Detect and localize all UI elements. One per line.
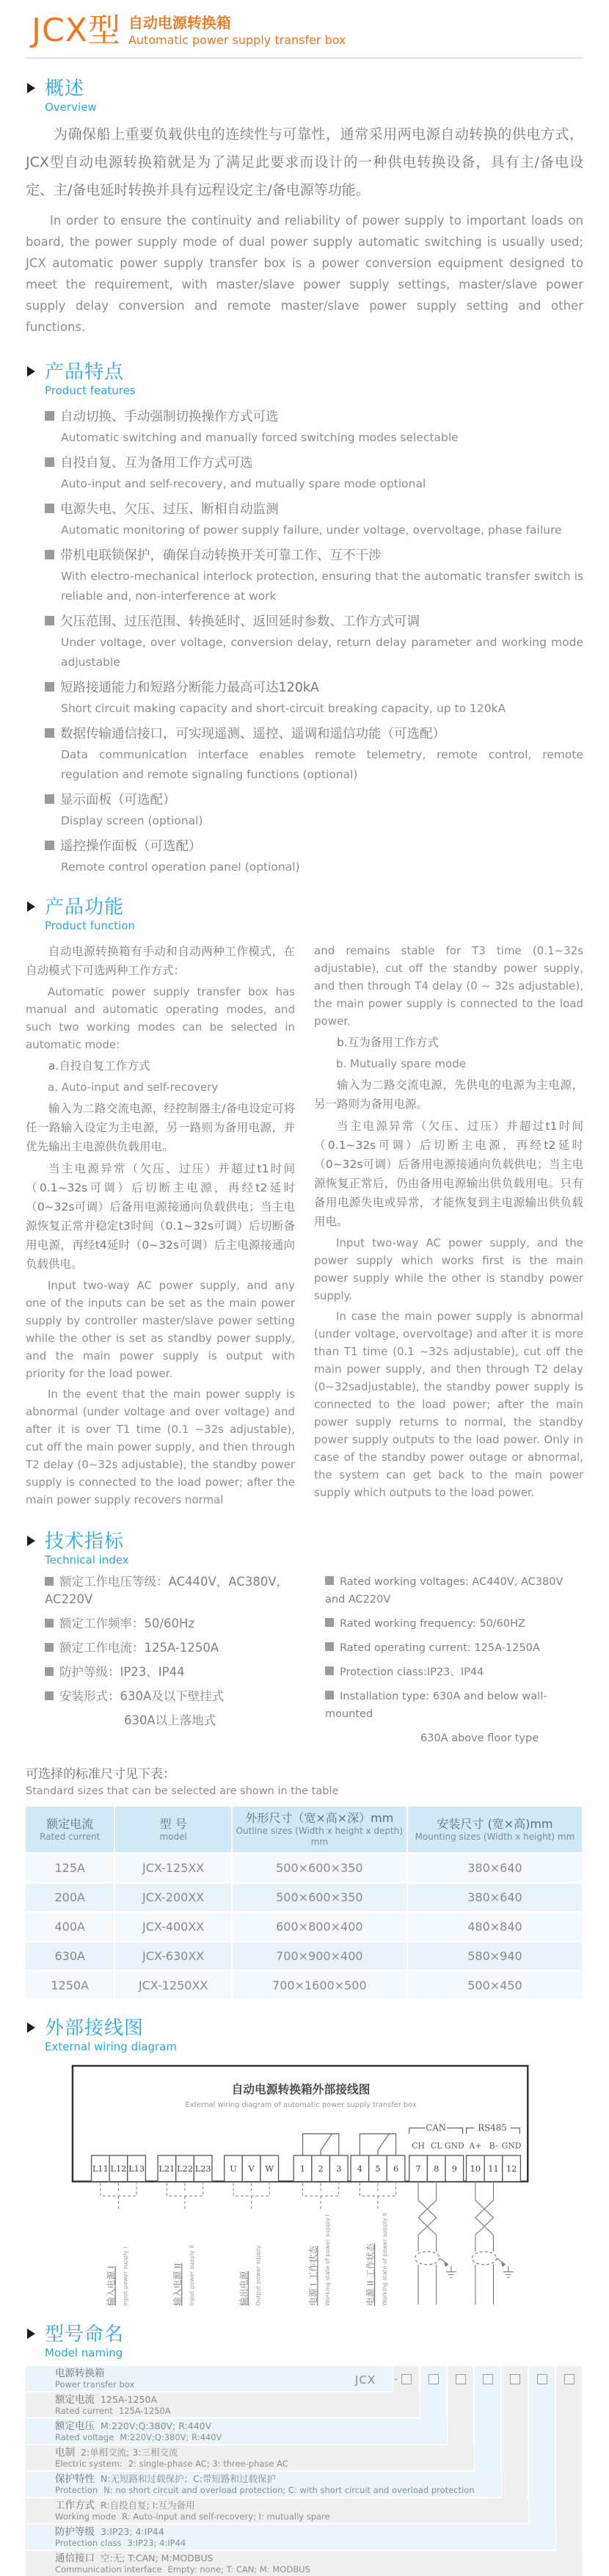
features-heading-zh: 产品特点 [45, 361, 125, 384]
naming-label-zh: 防护等级 [55, 2526, 95, 2539]
naming-label-en: Rated voltage [55, 2432, 114, 2443]
naming-row [26, 2551, 583, 2576]
function-paragraph: In case the main power supply is abnormal (under voltage, overvoltage) and after it is more than T1 time (0.1 ~32s adjustable), cut off the main power supply, and then through T2 delay (0~32sadjustable), the standby power supply is connected to the load power; after the main power supply returns to normal, the standby power supply outputs to the load power. Only in case of the standby power outage or abnormal, the system can get back to the main power supply which outputs to the load power. [314, 1310, 583, 1500]
group-label-en: Input power supply I [122, 2246, 129, 2307]
terminal-label: V [248, 2163, 255, 2174]
function-heading [26, 896, 583, 933]
col-header-zh: 外形尺寸（宽×高×深）mm [245, 1811, 394, 1826]
table-row [26, 1942, 583, 1971]
naming-band [556, 2366, 582, 2575]
bullet-icon [45, 841, 54, 850]
overview-paragraph-zh: 为确保船上重要负载供电的连续性与可靠性，通常采用两电源自动转换的供电方式，JCX型自动电源转换箱就是为了满足此要求而设计的一种供电转换设备，具有主/备电设定、主/备电延时转换并具有远程设定主/备电源等功能。 [26, 126, 583, 198]
terminal-label: W [265, 2163, 274, 2174]
model-digit-box [429, 2374, 439, 2384]
naming-label-zh: 额定电压 [55, 2420, 95, 2433]
table-row [26, 1883, 583, 1912]
bullet-icon [45, 1667, 54, 1676]
wiring-heading-zh: 外部接线图 [45, 2017, 145, 2040]
wiring-heading-en: External wiring diagram [45, 2040, 177, 2054]
bullet-icon [45, 1691, 54, 1700]
model-digit-box [564, 2374, 575, 2384]
feature-item [45, 836, 583, 877]
feature-item [45, 678, 583, 719]
cell-outline: 500×600×350 [232, 1854, 407, 1883]
section-marker-icon [27, 2329, 35, 2339]
section-overview [26, 78, 583, 338]
tech-right-column [325, 1573, 583, 1754]
naming-band [529, 2366, 555, 2548]
naming-value-en: 3:IP23; 4:IP44 [127, 2538, 186, 2549]
group-brackets [101, 2183, 396, 2210]
naming-value-en: M:220V;Q:380V; R:440V [120, 2432, 222, 2443]
naming-label-zh: 电源转换箱 [55, 2368, 105, 2380]
model-digit-box [456, 2374, 466, 2384]
title-zh: 自动电源转换箱 [128, 14, 231, 32]
bullet-icon [45, 1619, 54, 1628]
section-marker-icon [27, 83, 35, 93]
cell-mounting: 480×840 [407, 1912, 583, 1942]
bullet-icon [325, 1576, 334, 1585]
bullet-icon [45, 504, 54, 513]
model-naming-ladder [26, 2366, 583, 2576]
terminal-label: 9 [451, 2163, 457, 2174]
cell-rated-current: 125A [26, 1854, 114, 1883]
function-subitem: a.自投自复工作方式 [48, 1059, 150, 1073]
naming-label-en: Electric system: [55, 2459, 123, 2470]
title-en: Automatic power supply transfer box [128, 33, 346, 47]
sizes-intro-zh: 可选择的标准尺寸见下表： [26, 1767, 175, 1782]
section-wiring [26, 2017, 583, 2313]
feature-item [45, 612, 583, 672]
wiring-diagram [70, 2061, 539, 2310]
cell-outline: 700×900×400 [232, 1942, 407, 1971]
page-header [26, 12, 583, 50]
group-label-en: Working state of power supply I [324, 2214, 331, 2307]
tech-item: 额定工作电压等级：AC440V，AC380V，AC220V [45, 1575, 289, 1607]
model-code-line [26, 2373, 583, 2387]
feature-item [45, 724, 583, 785]
function-paragraph: 当主电源异常（欠压、过压）并超过t1时间（0.1~32s可调）后切断主电源，再经t2延时（0~32s可调）后备用电源接通向负载供电；当主电源恢复正常并稳定t3时间（0.1~32s可调）后切断备用电源，再经t4延时（0~32s可调）后主电源接通向负载供电。 [26, 1162, 295, 1271]
feature-item [45, 453, 583, 494]
feature-zh: 带机电联锁保护，确保自动转换开关可靠工作、互不干涉 [60, 548, 382, 564]
function-paragraph: 自动电源转换箱有手动和自动两种工作模式，在自动模式下可选两种工作方式： [26, 945, 295, 978]
naming-value-zh: R:自投自复; I:互为备用 [101, 2500, 195, 2511]
col-header-zh: 额定电流 [46, 1816, 94, 1831]
naming-label-en: Communication interface [55, 2564, 162, 2575]
tech-item: Protection class:IP23、IP44 [340, 1666, 484, 1679]
cell-mounting: 380×640 [407, 1854, 583, 1883]
pin-label: A+ [469, 2141, 482, 2151]
terminal-label: L22 [177, 2163, 194, 2174]
naming-heading-zh: 型号命名 [45, 2323, 125, 2346]
feature-item [45, 499, 583, 540]
terminal-label: 12 [506, 2163, 517, 2174]
naming-value-en: Empty: none; T: CAN; M: MODBUS [167, 2564, 310, 2575]
sizes-table [26, 1807, 583, 2001]
terminal-label: 10 [470, 2163, 481, 2174]
naming-value-zh: 3:IP23; 4:IP44 [101, 2526, 164, 2538]
table-row [26, 1912, 583, 1942]
col-header-zh: 型 号 [159, 1816, 187, 1831]
naming-label-en: Protection [55, 2485, 98, 2496]
group-label-en: Working state of power supply II [381, 2213, 388, 2307]
feature-en: Under voltage, over voltage, conversion delay, return delay parameter and working mode adjustable [61, 636, 583, 670]
feature-en: Display screen (optional) [61, 814, 203, 828]
overview-heading-en: Overview [45, 101, 97, 114]
tech-item: 防护等级：IP23、IP44 [59, 1665, 185, 1680]
group-labels [106, 2213, 388, 2306]
col-header-en: Rated current [40, 1831, 101, 1842]
table-row [26, 1971, 583, 2000]
naming-label-zh: 保护特性 [55, 2473, 95, 2486]
overview-paragraph-en: In order to ensure the continuity and reliability of power supply to important loads on board, the power supply mode of dual power supply automatic switching is usually used; JCX automatic power supply transfer box is a power conversion equipment designed to meet the requirement, with master/slave power supply settings, master/slave power supply delay conversion and remote master/slave power supply setting and other functions. [26, 214, 583, 335]
product-model-title: JCX型 [32, 12, 121, 49]
cell-model: JCX-125XX [114, 1854, 231, 1883]
pin-label: CL [430, 2141, 442, 2151]
bullet-icon [45, 728, 54, 738]
header-divider [26, 57, 583, 59]
bullet-icon [325, 1642, 334, 1651]
feature-en: Remote control operation panel (optional) [61, 860, 300, 874]
terminal-label: 4 [357, 2163, 362, 2174]
switch-symbol [303, 2134, 396, 2156]
naming-label-en: Rated current [55, 2406, 113, 2417]
features-heading-en: Product features [45, 384, 136, 398]
bullet-icon [45, 682, 54, 692]
bullet-icon [45, 616, 54, 625]
function-paragraph: 输入为二路交流电源，经控制器主/备电设定可将任一路输入设定为主电源，另一路则为备用电源，并优先输出主电源供负载用电。 [26, 1102, 295, 1154]
terminal-label: 3 [336, 2163, 342, 2174]
cell-outline: 700×1600×500 [232, 1971, 407, 2000]
function-subitem: b.互为备用工作方式 [337, 1036, 439, 1050]
bullet-icon [45, 1643, 54, 1652]
model-digit-box [483, 2374, 493, 2384]
tech-heading-zh: 技术指标 [45, 1531, 125, 1553]
naming-label-zh: 工作方式 [55, 2500, 95, 2512]
group-label-zh: 输入电源 I [106, 2265, 117, 2307]
col-model [114, 1807, 231, 1854]
naming-label-zh: 通信接口 [55, 2553, 95, 2565]
tech-item: Rated operating current: 125A-1250A [340, 1642, 540, 1655]
terminal-label: L11 [92, 2163, 109, 2174]
function-left-column [26, 942, 295, 1512]
naming-value-en: 2: single-phase AC; 3: three-phase AC [128, 2459, 288, 2470]
diagram-title-en: External wiring diagram of automatic power supply transfer box [185, 2101, 417, 2110]
feature-zh: 自动切换、手动强制切换操作方式可选 [60, 410, 279, 425]
naming-label-en: Protection class [55, 2538, 122, 2549]
function-subitem: a. Auto-input and self-recovery [48, 1081, 219, 1095]
terminal-label: 11 [488, 2163, 499, 2174]
feature-zh: 自投自复、互为备用工作方式可选 [60, 456, 253, 471]
pin-label: B- [489, 2141, 498, 2151]
sizes-table-header [26, 1807, 583, 1854]
function-paragraph: Input two-way AC power supply, and any one of the inputs can be set as the main power supply by controller master/slave power setting while the other is set as standby power supply, and the main power supply is output with priority for the load power. [26, 1279, 295, 1381]
feature-item [45, 407, 583, 448]
terminal-label: L21 [158, 2163, 175, 2174]
naming-row [26, 2445, 474, 2470]
terminal-label: 5 [375, 2163, 381, 2174]
col-header-en: model [159, 1831, 187, 1842]
tech-item: Rated working frequency: 50/60HZ [340, 1618, 525, 1630]
terminal-label: 7 [415, 2163, 421, 2174]
col-header-zh: 安装尺寸 (宽×高)mm [437, 1816, 553, 1831]
cell-model: JCX-1250XX [114, 1971, 231, 2000]
function-paragraph: Automatic power supply transfer box has manual and automatic operating modes, and such two working modes can be selected in automatic mode: [26, 985, 295, 1052]
naming-row [26, 2525, 555, 2550]
pin-label: GND [444, 2141, 464, 2151]
cell-rated-current: 1250A [26, 1971, 114, 2000]
naming-value-en: 125A-1250A [118, 2406, 171, 2417]
cell-model: JCX-200XX [114, 1883, 231, 1912]
naming-value-zh: N:无短路和过载保护；C:带短路和过载保护 [101, 2473, 277, 2485]
feature-item [45, 790, 583, 831]
bullet-icon [45, 457, 54, 467]
terminal-strip [92, 2155, 521, 2181]
naming-value-zh: 125A-1250A [101, 2394, 158, 2406]
naming-heading-en: Model naming [45, 2346, 123, 2360]
feature-zh: 欠压范围、过压范围、转换延时、返回延时参数、工作方式可调 [60, 614, 420, 630]
section-marker-icon [27, 901, 35, 912]
feature-zh: 短路接通能力和短路分断能力最高可达120kA [60, 681, 320, 696]
function-subitem: b. Mutually spare mode [336, 1057, 466, 1071]
pin-label: CH [412, 2141, 425, 2151]
terminal-label: L23 [194, 2163, 211, 2174]
feature-en: Automatic switching and manually forced switching modes selectable [61, 431, 459, 445]
cell-outline: 600×800×400 [232, 1912, 407, 1942]
naming-label-en: Working mode [55, 2511, 117, 2522]
cell-mounting: 380×640 [407, 1883, 583, 1912]
bullet-icon [45, 411, 54, 421]
bullet-icon [325, 1666, 334, 1675]
diagram-title-zh: 自动电源转换箱外部接线图 [231, 2082, 371, 2097]
terminal-label: L13 [128, 2163, 145, 2174]
naming-label-zh: 电制 [55, 2447, 75, 2459]
cell-rated-current: 630A [26, 1942, 114, 1971]
col-rated-current [26, 1807, 114, 1854]
tech-columns [26, 1573, 583, 1754]
terminal-label: U [230, 2163, 237, 2174]
feature-en: Automatic monitoring of power supply failure, under voltage, overvoltage, phase failure [61, 523, 562, 537]
table-row [26, 1854, 583, 1883]
cell-mounting: 580×940 [407, 1942, 583, 1971]
naming-heading [26, 2323, 583, 2360]
rs485-bus-label: RS485 [478, 2122, 507, 2133]
col-outline-sizes [232, 1807, 407, 1854]
tech-item: Installation type: 630A and below wall-mounted [325, 1691, 547, 1721]
section-naming [26, 2323, 583, 2576]
col-mounting-sizes [407, 1807, 583, 1854]
function-heading-zh: 产品功能 [45, 896, 125, 919]
model-digit-box [537, 2374, 547, 2384]
feature-zh: 显示面板（可选配） [60, 793, 176, 808]
tech-item: Rated working voltages: AC440V, AC380V and AC220V [325, 1576, 564, 1606]
feature-zh: 遥控操作面板（可选配） [60, 839, 202, 855]
cell-model: JCX-400XX [114, 1912, 231, 1942]
terminal-label: L12 [110, 2163, 127, 2174]
model-prefix: JCX [355, 2373, 376, 2387]
section-marker-icon [27, 1536, 35, 1546]
features-heading [26, 361, 583, 398]
naming-row [26, 2419, 447, 2444]
cell-mounting: 500×450 [407, 1971, 583, 2000]
group-label-en: Output power supply [255, 2245, 262, 2307]
overview-heading-zh: 概述 [45, 78, 85, 100]
col-header-en: Outline sizes (Width x height x depth) mm [236, 1826, 404, 1848]
feature-list [26, 407, 583, 877]
feature-en: Data communication interface enables remote telemetry, remote control, remote regulation and remote signaling functions (optional) [61, 748, 583, 782]
cell-outline: 500×600×350 [232, 1883, 407, 1912]
section-marker-icon [27, 366, 35, 377]
section-tech [26, 1531, 583, 2001]
tech-item: 额定工作频率：50/60Hz [59, 1617, 195, 1631]
naming-value-en: R: Auto-input and self-recovery; I: mutually spare [122, 2511, 330, 2522]
group-label-en: Input power supply II [188, 2245, 195, 2307]
terminal-label: 6 [393, 2163, 399, 2174]
terminal-label: 8 [434, 2163, 440, 2174]
feature-en: With electro-mechanical interlock protection, ensuring that the automatic transfer switch is reliable and, non-interference at work [61, 570, 583, 603]
naming-value-en: N: no short circuit and overload protection; C: with short circuit and overload protection [103, 2485, 475, 2496]
naming-row [26, 2392, 420, 2417]
wiring-heading [26, 2017, 583, 2054]
function-columns [26, 942, 583, 1512]
naming-label-en: Power transfer box [55, 2379, 135, 2390]
wiring-diagram-container [70, 2061, 539, 2313]
naming-value-zh: 2:单相交流; 3:三相交流 [81, 2447, 178, 2459]
model-digit-box [510, 2374, 520, 2384]
feature-zh: 电源失电、欠压、过压、断相自动监测 [60, 502, 279, 518]
cell-rated-current: 400A [26, 1912, 114, 1942]
col-header-en: Mounting sizes (Width x height) mm [415, 1831, 575, 1842]
terminal-label: 2 [318, 2163, 324, 2174]
feature-en: Auto-input and self-recovery, and mutually spare mode optional [61, 477, 426, 491]
naming-row [26, 2498, 528, 2523]
bullet-icon [325, 1691, 334, 1699]
naming-row [26, 2472, 501, 2497]
bullet-icon [325, 1618, 334, 1627]
cell-model: JCX-630XX [114, 1942, 231, 1971]
title-block [128, 12, 346, 48]
function-paragraph: Input two-way AC power supply, and the power supply which works first is the main power supply while the other is standby power supply. [314, 1236, 583, 1303]
tech-heading [26, 1531, 583, 1567]
function-paragraph: In the event that the main power supply is abnormal (under voltage and over voltage) and after it is over T1 time (0.1 ~32s adjustable), cut off the main power supply, and then through T2 delay (0~32s adjustable), the standby power supply is connected to the load power; after the main power supply recovers normal [26, 1387, 295, 1507]
sizes-intro [26, 1766, 583, 1799]
function-paragraph: and remains stable for T3 time (0.1~32s adjustable), cut off the standby power supply, and then through T4 delay (0 ~ 32s adjustable), the main power supply is connected to the load power. [314, 944, 583, 1028]
tech-item: 安装形式：630A及以下壁挂式 [59, 1689, 225, 1704]
cell-rated-current: 200A [26, 1883, 114, 1912]
tech-heading-en: Technical index [45, 1553, 129, 1567]
can-bus-label: CAN [426, 2122, 447, 2133]
naming-value-zh: 空:无; T:CAN; M:MODBUS [101, 2553, 214, 2564]
feature-en: Short circuit making capacity and short-circuit breaking capacity, up to 120kA [61, 702, 506, 716]
section-function [26, 896, 583, 1512]
naming-value-zh: M:220V;Q:380V; R:440V [101, 2420, 212, 2432]
bullet-icon [45, 550, 54, 559]
group-label-zh: 输入电源 II [172, 2263, 183, 2307]
group-label-zh: 电源 II 工作状态 [365, 2243, 376, 2307]
bullet-icon [45, 794, 54, 804]
tech-item: 额定工作电流：125A-1250A [59, 1641, 219, 1655]
group-label-zh: 电源 I 工作状态 [308, 2246, 319, 2307]
feature-item [45, 545, 583, 606]
function-heading-en: Product function [45, 919, 135, 933]
twisted-pair-rs485 [472, 2182, 513, 2304]
pin-label: GND [501, 2141, 522, 2151]
function-paragraph: 输入为二路交流电源，先供电的电源为主电源，另一路则为备用电源。 [314, 1078, 583, 1111]
model-digit-box [401, 2374, 412, 2384]
function-paragraph: 当主电源异常（欠压、过压）并超过t1时间（0.1~32s可调）后切断主电源，再经t2延时（0~32s可调）后备用电源接通向负载供电；当主电源恢复正常后，仍由备用电源输出供负载用电。只有备用电源失电或异常，才能恢复到主电源输出供负载用电。 [314, 1120, 583, 1229]
tech-item-continuation: 630A above floor type [420, 1733, 539, 1745]
section-features [26, 361, 583, 877]
terminal-label: 1 [299, 2163, 306, 2174]
overview-heading [26, 78, 583, 115]
bullet-icon [45, 1577, 54, 1586]
twisted-pair-can [415, 2182, 456, 2304]
function-right-column [314, 942, 583, 1512]
tech-left-column [45, 1573, 303, 1754]
group-label-zh: 输出电源 [238, 2271, 249, 2307]
model-dash: - [394, 2373, 398, 2386]
tech-item-continuation: 630A以上落地式 [124, 1713, 216, 1728]
section-marker-icon [27, 2022, 35, 2033]
naming-label-zh: 额定电流 [55, 2394, 95, 2406]
feature-zh: 数据传输通信接口，可实现遥测、遥控、遥调和遥信功能（可选配） [60, 727, 445, 742]
sizes-intro-en: Standard sizes that can be selected are shown in the table [26, 1785, 339, 1798]
